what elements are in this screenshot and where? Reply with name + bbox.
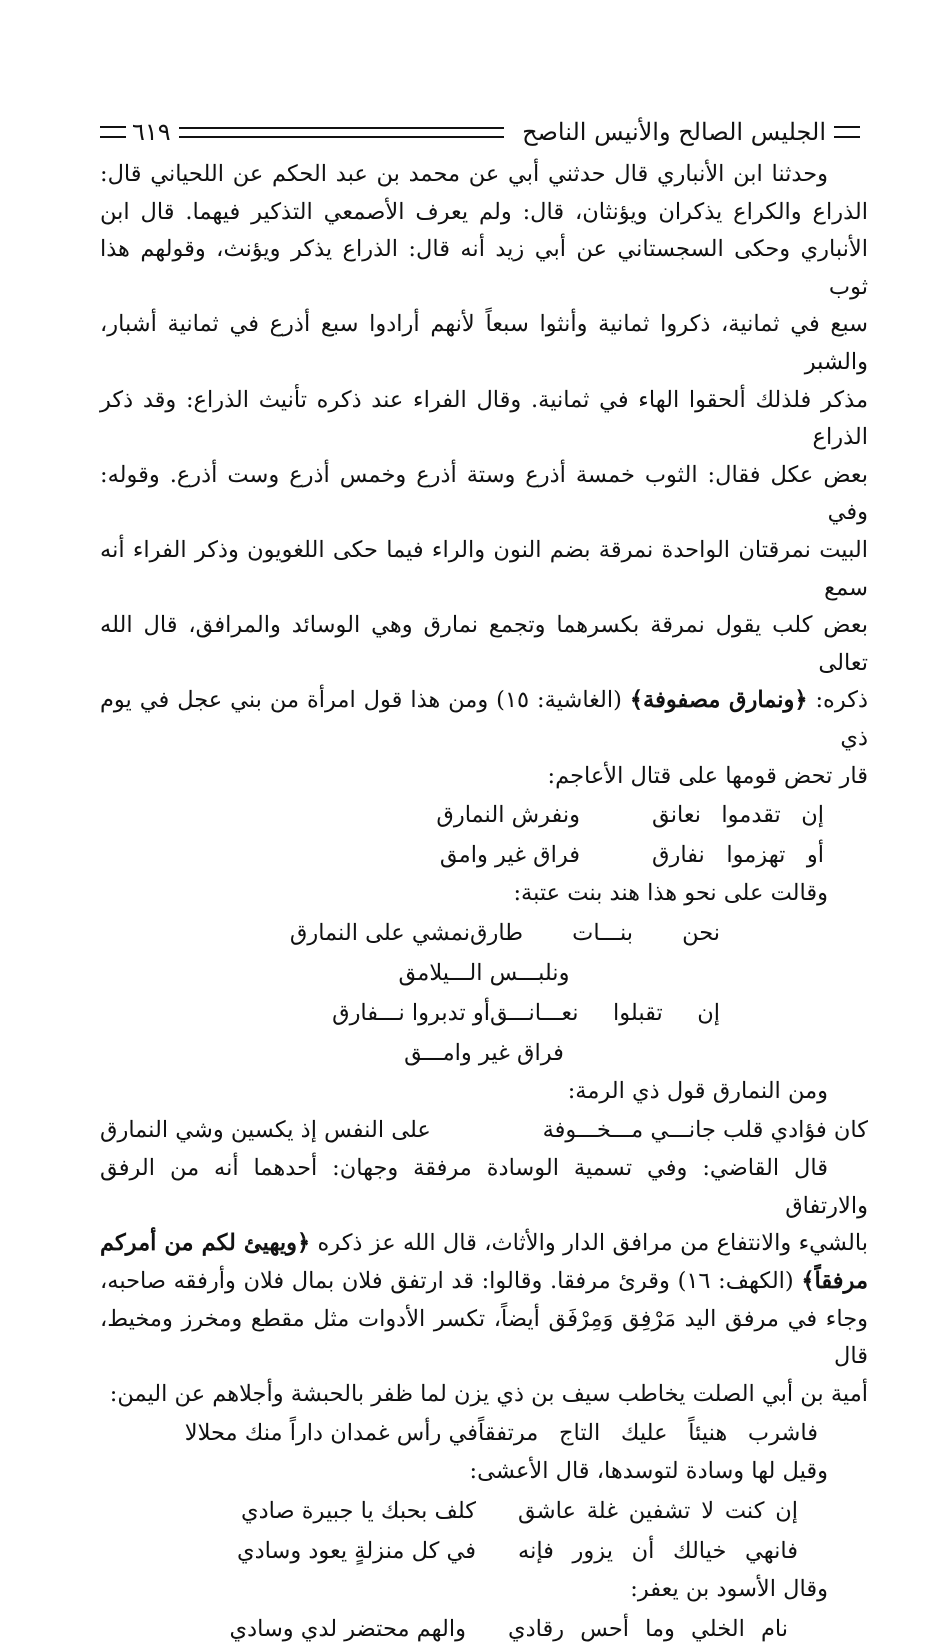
verse-hemistich: في رأس غمدان داراً منك محلالا: [184, 1420, 478, 1447]
verse-line: [100, 993, 868, 1033]
verse-hemistich: أو تهزموا نفارق: [652, 842, 824, 869]
text-line: [100, 1263, 868, 1301]
verse-hemistich: إن كنت لا تشفين غلة عاشق: [518, 1498, 798, 1525]
verse-line: [100, 835, 868, 875]
verse-hemistich: فاشرب هنيئاً عليك التاج مرتفقاً: [478, 1420, 818, 1447]
text-line: البيت نمرقتان الواحدة نمرقة بضم النون والراء فيما حكى اللغويون وذكر الفراء أنه سمع: [100, 536, 868, 601]
header-rule: [179, 127, 504, 138]
text-fragment: ذكره:: [807, 687, 868, 714]
text-line: قار تحض قومها على قتال الأعاجم:: [547, 762, 868, 789]
verse-hemistich: والهم محتضر لدي وسادي: [229, 1615, 466, 1642]
text-line: بعض عكل فقال: الثوب خمسة أذرع وستة أذرع وخمس أذرع وست أذرع. وقوله: وفي: [100, 461, 868, 526]
verse-hemistich: على النفس إذ يكسين وشي النمارق: [100, 1117, 431, 1144]
header-title: الجليس الصالح والأنيس الناصح: [522, 118, 826, 146]
text-fragment: (الغاشية: ١٥) ومن هذا قول امرأة من بني عجل في يوم ذي: [100, 687, 868, 751]
verse-line: [100, 1491, 868, 1531]
header-ornament: [834, 126, 860, 138]
text-line: [100, 682, 868, 757]
page-header: [100, 112, 860, 152]
text-line: وحدثنا ابن الأنباري قال حدثني أبي عن محمد بن عبد الحكم عن اللحياني قال:: [100, 161, 828, 187]
text-fragment: (الكهف: ١٦) وقرئ مرفقا. وقالوا: قد ارتفق فلان بمال فلان وأرفقه صاحبه،: [100, 1268, 802, 1295]
verse-hemistich: إن تقبلوا نعـــانـــق: [490, 999, 720, 1026]
text-line: سبع في ثمانية، ذكروا ثمانية وأنثوا سبعاً لأنهم أرادوا سبع أذرع في ثمانية أشبار، والشبر: [100, 311, 868, 375]
verse-line: [100, 1531, 868, 1571]
text-line: بعض كلب يقول نمرقة بكسرهما وتجمع نمارق وهي الوسائد والمرافق، قال الله تعالى: [100, 612, 868, 676]
quran-citation: ﴿ونمارق مصفوفة﴾: [629, 687, 808, 714]
verse-hemistich: كان فؤادي قلب جانـــي مـــخـــوفة: [542, 1117, 868, 1144]
verse-hemistich: كلف بحبك يا جبيرة صادي: [241, 1498, 476, 1525]
verse-hemistich: أو تدبروا نـــفارق: [332, 999, 490, 1026]
verse-line: [100, 1413, 868, 1453]
verse-hemistich: فانهي خيالك أن يزور فإنه: [518, 1538, 798, 1565]
verse-hemistich: نام الخلي وما أحس رقادي: [508, 1615, 788, 1642]
text-line: ومن النمارق قول ذي الرمة:: [567, 1077, 828, 1104]
verse-hemistich: نمشي على النمارق: [289, 919, 470, 946]
header-ornament-end: [100, 126, 126, 138]
verse-line: [100, 1110, 868, 1150]
text-line: أمية بن أبي الصلت يخاطب سيف بن ذي يزن لما ظفر بالحبشة وأجلاهم عن اليمن:: [109, 1380, 868, 1407]
verse-hemistich: في كل منزلةٍ يعود وسادي: [236, 1538, 476, 1565]
text-line: [100, 1225, 868, 1263]
quran-citation: ﴿ويهيئ لكم من أمركم: [100, 1230, 311, 1257]
text-line: الذراع والكراع يذكران ويؤنثان، قال: ولم يعرف الأصمعي التذكير فيهما. قال ابن: [100, 198, 868, 225]
text-line: وقيل لها وسادة لتوسدها، قال الأعشى:: [469, 1458, 828, 1485]
verse-line: [100, 795, 868, 835]
verse-hemistich: فراق غير وامق: [439, 842, 580, 869]
text-line: مذكر فلذلك ألحقوا الهاء في ثمانية. وقال الفراء عند ذكره تأنيث الذراع: وقد ذكر الذراع: [100, 386, 868, 451]
page-number: ٦١٩: [132, 118, 171, 146]
text-line: قال القاضي: وفي تسمية الوسادة مرفقة وجهان: أحدهما أنه من الرفق والارتفاق: [100, 1155, 868, 1219]
text-line: وجاء في مرفق اليد مَرْفِق وَمِرْفَق أيضاً، تكسر الأدوات مثل مقطع ومخرز ومخيط، قال: [100, 1305, 868, 1370]
verse-hemistich: ونفرش النمارق: [436, 802, 580, 829]
text-fragment: بالشيء والانتفاع من مرافق الدار والأثاث، قال الله عز ذكره: [310, 1230, 868, 1257]
verse-line: [100, 913, 868, 953]
quran-citation: مرفقاً﴾: [801, 1268, 869, 1295]
verse-centered: ونلبـــس الـــيلامق: [398, 959, 570, 986]
text-line: وقال الأسود بن يعفر:: [630, 1576, 828, 1603]
page-body: [100, 156, 868, 1649]
verse-centered: فراق غير وامـــق: [404, 1039, 564, 1066]
verse-hemistich: نحن بنـــات طارق: [470, 919, 720, 946]
text-line: وقالت على نحو هذا هند بنت عتبة:: [513, 880, 828, 907]
text-line: الأنباري وحكى السجستاني عن أبي زيد أنه قال: الذراع يذكر ويؤنث، وقولهم هذا ثوب: [100, 236, 868, 300]
verse-hemistich: إن تقدموا نعانق: [652, 802, 824, 829]
verse-line: [100, 1609, 868, 1649]
